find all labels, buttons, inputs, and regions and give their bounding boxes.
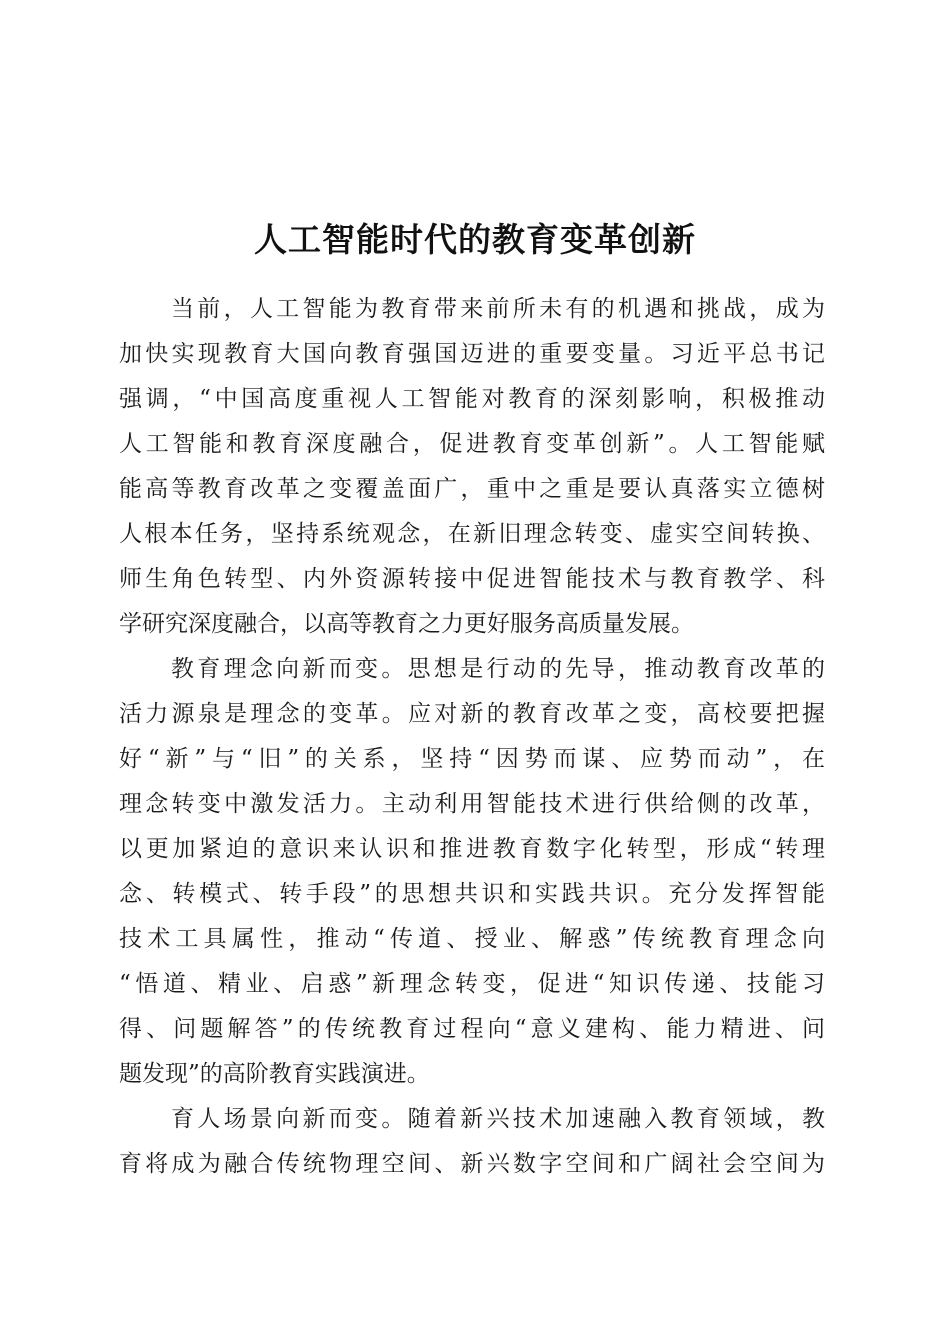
paragraph-education-scenario (119, 1097, 825, 1187)
text-line: 得、问题解答”的传统教育过程向“意义建构、能力精进、问 (119, 1016, 825, 1042)
text-line: 强调，“中国高度重视人工智能对教育的深刻影响，积极推动 (119, 386, 825, 412)
text-line: 好“新”与“旧”的关系，坚持“因势而谋、应势而动”，在 (119, 746, 825, 772)
text-line: “悟道、精业、启惑”新理念转变，促进“知识传递、技能习 (119, 971, 825, 997)
text-line: 技术工具属性，推动“传道、授业、解惑”传统教育理念向 (119, 926, 825, 952)
paragraph-intro (119, 287, 825, 647)
text-line: 当前，人工智能为教育带来前所未有的机遇和挑战，成为 (171, 296, 825, 322)
text-line: 育将成为融合传统物理空间、新兴数字空间和广阔社会空间为 (119, 1151, 825, 1177)
paragraph-education-concept (119, 647, 825, 1097)
text-line: 能高等教育改革之变覆盖面广，重中之重是要认真落实立德树 (119, 476, 825, 502)
text-line: 师生角色转型、内外资源转接中促进智能技术与教育教学、科 (119, 566, 825, 592)
text-line: 育人场景向新而变。随着新兴技术加速融入教育领域，教 (171, 1106, 825, 1132)
document-title: 人工智能时代的教育变革创新 (254, 220, 696, 260)
text-line: 以更加紧迫的意识来认识和推进教育数字化转型，形成“转理 (119, 836, 825, 862)
text-line: 教育理念向新而变。思想是行动的先导，推动教育改革的 (171, 656, 825, 682)
text-line: 理念转变中激发活力。主动利用智能技术进行供给侧的改革， (119, 791, 825, 817)
text-line: 加快实现教育大国向教育强国迈进的重要变量。习近平总书记 (119, 341, 825, 367)
text-line: 活力源泉是理念的变革。应对新的教育改革之变，高校要把握 (119, 701, 825, 727)
text-line: 念、转模式、转手段”的思想共识和实践共识。充分发挥智能 (119, 881, 825, 907)
text-line: 人工智能和教育深度融合，促进教育变革创新”。人工智能赋 (119, 431, 825, 457)
document-body (119, 287, 825, 1187)
text-line: 人根本任务，坚持系统观念，在新旧理念转变、虚实空间转换、 (119, 521, 825, 547)
text-line: 学研究深度融合，以高等教育之力更好服务高质量发展。 (119, 611, 694, 637)
text-line: 题发现”的高阶教育实践演进。 (119, 1061, 430, 1087)
